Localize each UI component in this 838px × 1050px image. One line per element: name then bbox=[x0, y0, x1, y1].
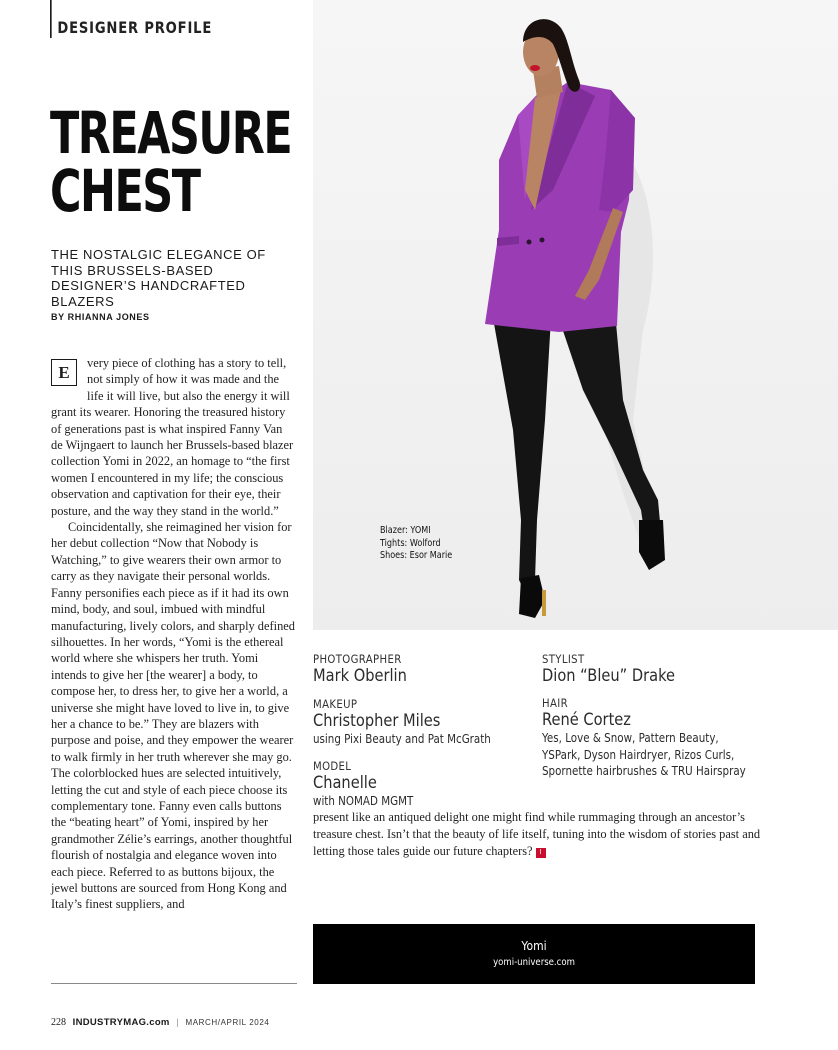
crew-stylist bbox=[542, 652, 782, 686]
page-number: 228 bbox=[51, 1017, 66, 1028]
brand-name: Yomi bbox=[521, 939, 547, 953]
credit-tights: Tights: Wolford bbox=[380, 537, 441, 549]
article-continuation bbox=[313, 809, 761, 860]
credit-shoes: Shoes: Esor Marie bbox=[380, 550, 453, 561]
page-footer bbox=[51, 1017, 269, 1028]
brand-url[interactable]: yomi-universe.com bbox=[493, 957, 575, 968]
column-divider bbox=[51, 983, 297, 984]
crew-note: with NOMAD MGMT bbox=[313, 794, 414, 808]
crew-model bbox=[313, 759, 528, 810]
title-line-2: CHEST bbox=[50, 157, 200, 225]
section-label: DESIGNER PROFILE bbox=[50, 0, 212, 38]
footer-separator: | bbox=[176, 1017, 179, 1028]
crew-note: using Pixi Beauty and Pat McGrath bbox=[313, 732, 491, 746]
crew-makeup bbox=[313, 697, 528, 748]
article-deck: THE NOSTALGIC ELEGANCE OF THIS BRUSSELS-BASED DESIGNER’S HANDCRAFTED BLAZERS bbox=[51, 247, 266, 309]
article-body bbox=[51, 355, 297, 913]
crew-role: MAKEUP bbox=[313, 697, 358, 711]
title-line-1: TREASURE bbox=[50, 99, 292, 167]
crew-name: René Cortez bbox=[542, 710, 631, 730]
crew-photographer bbox=[313, 652, 528, 686]
crew-role: MODEL bbox=[313, 759, 352, 773]
byline: BY RHIANNA JONES bbox=[51, 312, 150, 322]
issue-date: MARCH/APRIL 2024 bbox=[185, 1018, 270, 1027]
article-title bbox=[50, 99, 292, 225]
paragraph-1 bbox=[51, 355, 297, 519]
crew-role: PHOTOGRAPHER bbox=[313, 652, 402, 666]
crew-name: Christopher Miles bbox=[313, 711, 441, 731]
paragraph-continued: present like an antiqued delight one might find while rummaging through an ancestor’s treasure chest. Isn’t that the beauty of life itself, tuning into the wisdom of stories past and letting those tales guide our future chapters? bbox=[313, 810, 761, 858]
credit-blazer: Blazer: YOMI bbox=[380, 525, 431, 536]
end-of-article-mark: I bbox=[536, 848, 546, 858]
crew-name: Mark Oberlin bbox=[313, 666, 407, 686]
crew-role: STYLIST bbox=[542, 652, 585, 666]
paragraph-2: Coincidentally, she reimagined her vision for her debut collection “Now that Nobody is Watching,” to give wearers their own armor to carry as they navigate their personal worlds. Fanny personifies each piece as if it had its own mind, body, and soul, imbued with mindful manufacturing, lively colors, and sharply defined silhouettes. In her words, “Yomi is the ethereal world where she whispers her truth. Yomi intends to give her [the wearer] a body, to compose her, to dress her, to give her a world, a universe she might have loved to live in, to give her a chance to be.” They are blazers with purpose and poise, and they empower the wearer to walk firmly in her truth wherever she may go. The colorblocked hues are selected intuitively, letting the cut and style of each piece choose its complementary tone. Fanny even calls buttons the “beating heart” of Yomi, inspired by her grandmother Zélie’s earrings, another thoughtful flourish of nostalgia and elegance woven into each piece. Referred to as buttons bijoux, the jewel buttons are sourced from Hong Kong and Italy’s finest suppliers, and bbox=[51, 520, 295, 912]
crew-name: Dion “Bleu” Drake bbox=[542, 666, 676, 686]
crew-hair bbox=[542, 696, 790, 780]
wardrobe-credits bbox=[380, 525, 452, 563]
drop-cap: E bbox=[51, 359, 77, 386]
crew-role: HAIR bbox=[542, 696, 568, 710]
brand-info-box bbox=[313, 924, 755, 984]
paragraph-1-text: very piece of clothing has a story to tell, not simply of how it was made and the life it will live, but also the energy it will grant its wearer. Honoring the treasured history of generations past is what inspired Fanny Van de Wijngaert to launch her Brussels-based blazer collection Yomi in 2022, an homage to “the first women I encountered in my life; the conscious observation and captivation for their eye, their posture, and the way they stand in the world.” bbox=[51, 356, 294, 518]
magazine-site[interactable]: INDUSTRYMAG.com bbox=[72, 1017, 170, 1028]
crew-note: Yes, Love & Snow, Pattern Beauty, YSPark, Dyson Hairdryer, Rizos Curls, Spornette hairbrushes & TRU Hairspray bbox=[542, 731, 746, 778]
crew-name: Chanelle bbox=[313, 773, 377, 793]
